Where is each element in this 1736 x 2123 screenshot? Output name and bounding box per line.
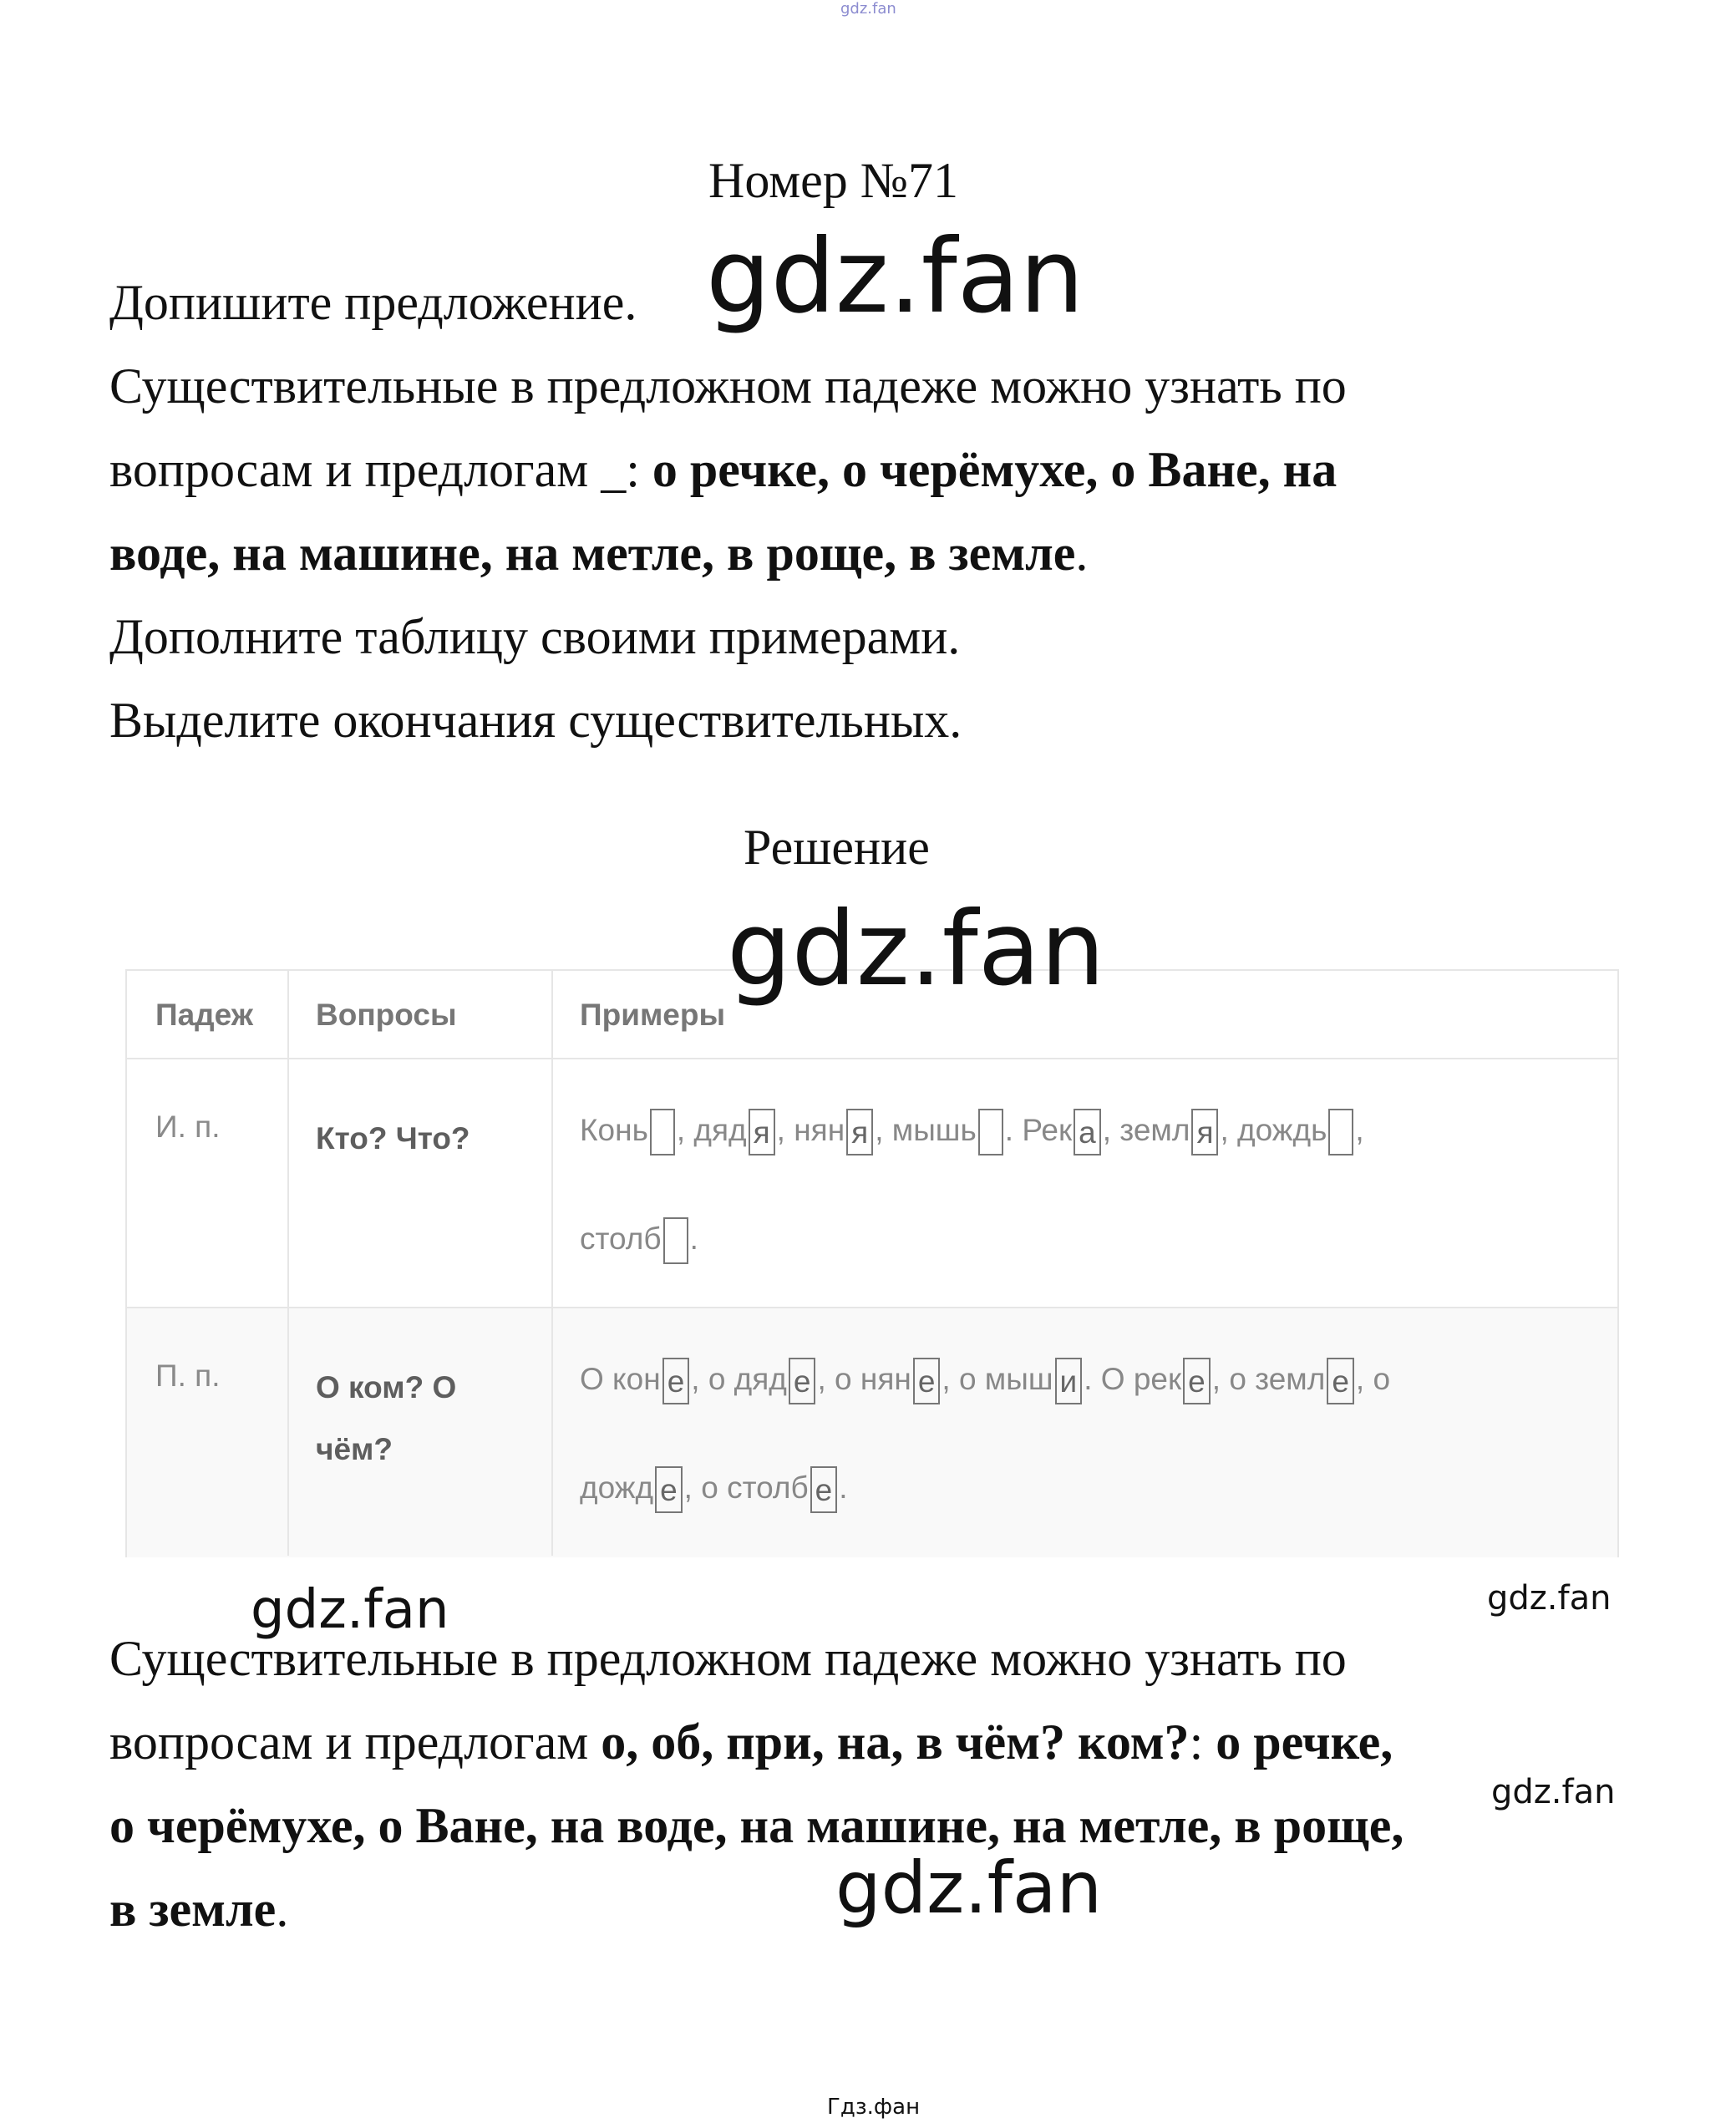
answer-line-1: Существительные в предложном падеже можно узнать по: [109, 1631, 1347, 1686]
task-line-5: Дополните таблицу своими примерами.: [109, 609, 961, 664]
task-line-3-bold: о речке, о черёмухе, о Ване, на: [652, 442, 1338, 497]
header-case: Падеж: [155, 998, 253, 1032]
example-word: О рек е ,: [1101, 1362, 1230, 1396]
header-watermark: gdz.fan: [840, 0, 896, 18]
questions-cell: О ком? О чём?: [316, 1370, 457, 1466]
ending-box: е: [1327, 1358, 1354, 1404]
example-word: о мыш и .: [959, 1362, 1101, 1396]
endings-table: [125, 969, 1619, 1557]
example-word: Рек а ,: [1022, 1113, 1119, 1147]
task-line-1: Допишите предложение.: [109, 275, 637, 330]
answer-line-3-bold: о черёмухе, о Ване, на воде, на машине, на метле, в роще,: [109, 1798, 1404, 1853]
answer-line-2-colon: :: [1189, 1714, 1216, 1770]
task-line-4: [109, 511, 1638, 595]
ending-box: [663, 1217, 688, 1264]
example-word: О кон е ,: [580, 1362, 708, 1396]
answer-line-2-bold: о, об, при, на, в чём? ком?: [601, 1714, 1190, 1770]
example-word: мышь .: [892, 1113, 1023, 1147]
ending-box: [978, 1109, 1003, 1155]
ending-box: е: [662, 1358, 690, 1404]
footer-text: Гдз.фан: [827, 2095, 921, 2120]
watermark-5: gdz.fan: [1491, 1773, 1616, 1811]
answer-line-2-bold-end: о речке,: [1216, 1714, 1393, 1770]
examples-cell: [580, 1076, 1599, 1293]
watermark-4: gdz.fan: [1487, 1579, 1612, 1618]
ending-box: [650, 1109, 675, 1155]
example-word: о столб е .: [701, 1470, 847, 1505]
task-line-3-plain: вопросам и предлогам _:: [109, 442, 652, 497]
table-row-nominative: [127, 1058, 1617, 1308]
task-line-2: Существительные в предложном падеже можно узнать по: [109, 358, 1347, 414]
example-word: дождь ,: [1237, 1113, 1364, 1147]
answer-line-2: [109, 1700, 1638, 1784]
answer-line-4-bold: в земле: [109, 1882, 277, 1937]
example-word: земл я ,: [1119, 1113, 1237, 1147]
example-word: о нян е ,: [835, 1362, 959, 1396]
example-word: дожд е ,: [580, 1470, 701, 1505]
answer-line-2-plain: вопросам и предлогам: [109, 1714, 602, 1770]
table-divider: [287, 971, 289, 1556]
ending-box: е: [789, 1358, 816, 1404]
ending-box: [1328, 1109, 1353, 1155]
page-title: Номер №71: [708, 153, 959, 208]
example-word: о дяд е ,: [708, 1362, 835, 1396]
ending-box: я: [846, 1109, 873, 1155]
examples-cell: [580, 1325, 1599, 1542]
example-word: дяд я ,: [693, 1113, 794, 1147]
case-cell: П. п.: [155, 1359, 221, 1393]
ending-box: я: [1191, 1109, 1218, 1155]
watermark-6: gdz.fan: [835, 1846, 1103, 1930]
example-word: столб .: [580, 1221, 698, 1256]
ending-box: е: [655, 1466, 683, 1513]
table-row-prepositional: [127, 1307, 1617, 1557]
ending-box: е: [1183, 1358, 1211, 1404]
example-word: Конь ,: [580, 1113, 693, 1147]
answer-line-4-end: .: [276, 1882, 289, 1937]
header-questions: Вопросы: [316, 998, 457, 1032]
table-divider: [551, 971, 553, 1556]
case-cell: И. п.: [155, 1110, 221, 1144]
ending-box: е: [810, 1466, 838, 1513]
example-word: о земл е , о: [1229, 1362, 1390, 1396]
watermark-1: gdz.fan: [706, 217, 1084, 336]
solution-heading: Решение: [744, 820, 930, 875]
header-examples: Примеры: [580, 998, 726, 1032]
task-line-4-end: .: [1075, 526, 1089, 581]
task-line-6: Выделите окончания существительных.: [109, 693, 962, 748]
example-word: нян я ,: [794, 1113, 892, 1147]
questions-cell: Кто? Что?: [316, 1121, 470, 1155]
watermark-2: gdz.fan: [727, 890, 1105, 1008]
watermark-3: gdz.fan: [251, 1579, 449, 1641]
task-line-4-bold: воде, на машине, на метле, в роще, в земле: [109, 526, 1076, 581]
ending-box: и: [1055, 1358, 1083, 1404]
ending-box: а: [1074, 1109, 1101, 1155]
ending-box: я: [749, 1109, 775, 1155]
task-line-3: [109, 428, 1638, 511]
ending-box: е: [913, 1358, 941, 1404]
